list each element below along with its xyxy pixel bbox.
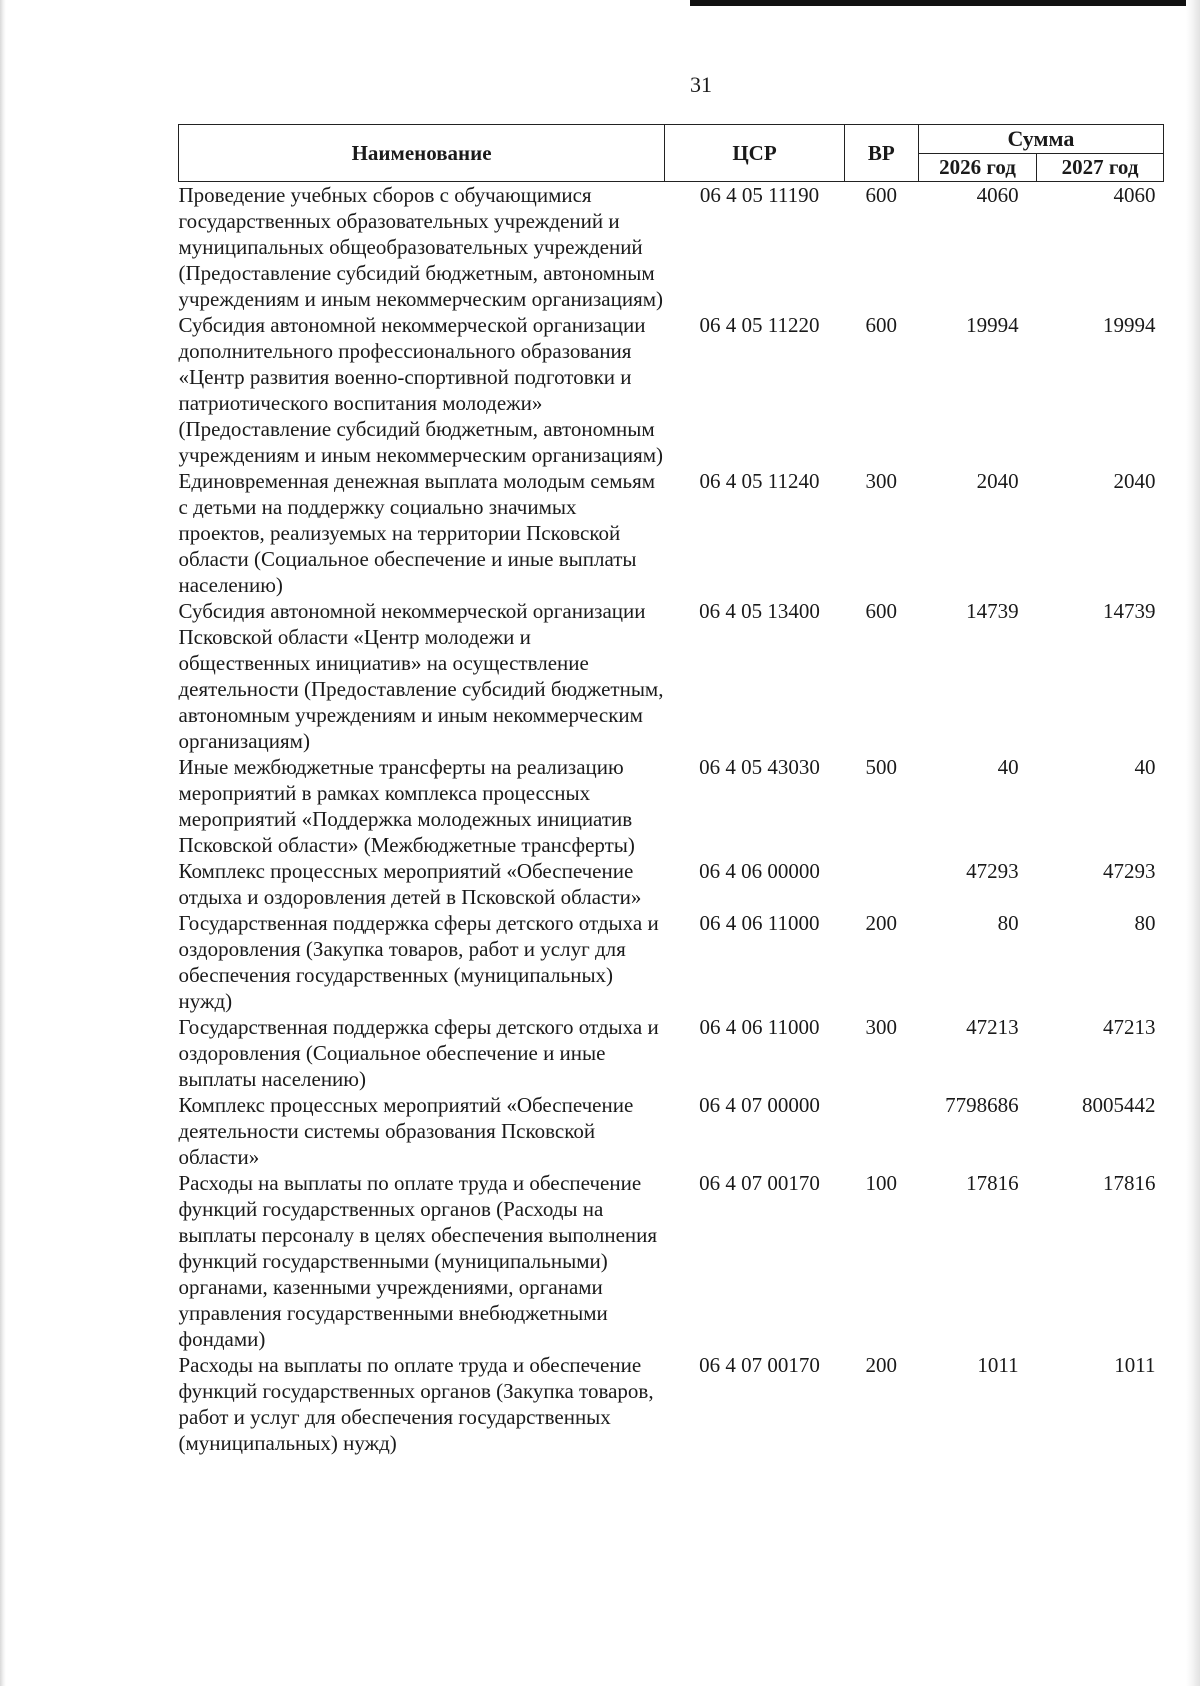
- row-sum-2027: 8005442: [1082, 1093, 1156, 1117]
- row-csr: 06 4 05 11240: [699, 469, 820, 493]
- row-sum-2026: 7798686: [945, 1093, 1019, 1117]
- row-sum-2027: 14739: [1103, 599, 1156, 623]
- table-row: [179, 468, 1164, 598]
- table-row: [179, 1352, 1164, 1456]
- row-vr: [844, 858, 918, 910]
- row-vr: 200: [865, 911, 898, 935]
- scan-edge-left: [0, 0, 6, 1686]
- budget-table: [178, 124, 1164, 1456]
- row-csr: 06 4 07 00000: [699, 1093, 820, 1117]
- row-csr: 06 4 06 00000: [699, 859, 820, 883]
- row-sum-2027: 80: [1134, 911, 1156, 935]
- row-sum-2026: 19994: [966, 313, 1019, 337]
- scan-edge-top: [690, 0, 1200, 6]
- row-sum-2027: 2040: [1113, 469, 1156, 493]
- row-csr: 06 4 06 11000: [699, 911, 820, 935]
- row-sum-2027: 1011: [1114, 1353, 1156, 1377]
- row-sum-2026: 40: [997, 755, 1019, 779]
- page-number: 31: [690, 72, 712, 97]
- header-csr: ЦСР: [665, 125, 845, 182]
- table-row: [179, 312, 1164, 468]
- row-sum-2027: 47213: [1103, 1015, 1156, 1039]
- row-name: Государственная поддержка сферы детского отдыха и оздоровления (Закупка товаров, работ и услуг для обеспечения государственных (муниципальных) нужд): [178, 911, 659, 1013]
- row-name: Государственная поддержка сферы детского отдыха и оздоровления (Социальное обеспечение и иные выплаты населению): [178, 1015, 659, 1091]
- row-vr: 500: [865, 755, 898, 779]
- row-name: Комплекс процессных мероприятий «Обеспечение деятельности системы образования Псковской области»: [178, 1093, 634, 1169]
- header-name: Наименование: [179, 125, 665, 182]
- table-row: [179, 598, 1164, 754]
- row-sum-2026: 80: [997, 911, 1019, 935]
- row-sum-2027: 19994: [1103, 313, 1156, 337]
- table-row: [179, 1014, 1164, 1092]
- row-vr: 300: [865, 469, 898, 493]
- header-year-2026: 2026 год: [918, 153, 1036, 182]
- row-sum-2026: 2040: [976, 469, 1019, 493]
- row-vr: 600: [865, 599, 898, 623]
- row-csr: 06 4 07 00170: [699, 1353, 820, 1377]
- header-sum: Сумма: [918, 125, 1163, 154]
- row-name: Расходы на выплаты по оплате труда и обеспечение функций государственных органов (Расходы на выплаты персоналу в целях обеспечения выполнения функций государственными (муниципальными) органами, казенными учреждениями, органами управления государственными внебюджетными фондами): [178, 1171, 658, 1351]
- row-csr: 06 4 05 43030: [699, 755, 820, 779]
- row-sum-2027: 47293: [1103, 859, 1156, 883]
- table-row: [179, 182, 1164, 313]
- row-sum-2026: 47293: [966, 859, 1019, 883]
- row-sum-2026: 4060: [976, 183, 1019, 207]
- row-vr: 600: [865, 183, 898, 207]
- row-csr: 06 4 07 00170: [699, 1171, 820, 1195]
- row-name: Расходы на выплаты по оплате труда и обеспечение функций государственных органов (Закупка товаров, работ и услуг для обеспечения государственных (муниципальных) нужд): [178, 1353, 654, 1455]
- row-vr: 100: [865, 1171, 898, 1195]
- table-row: [179, 910, 1164, 1014]
- table-row: [179, 858, 1164, 910]
- table-row: [179, 754, 1164, 858]
- header-vr: ВР: [844, 125, 918, 182]
- table-row: [179, 1092, 1164, 1170]
- row-vr: 200: [865, 1353, 898, 1377]
- row-sum-2026: 17816: [966, 1171, 1019, 1195]
- row-name: Проведение учебных сборов с обучающимися государственных образовательных учреждений и муниципальных общеобразовательных учреждений (Предоставление субсидий бюджетным, автономным учреждениям и иным некоммерческим организациям): [178, 183, 664, 311]
- row-vr: 600: [865, 313, 898, 337]
- row-sum-2027: 4060: [1113, 183, 1156, 207]
- row-name: Иные межбюджетные трансферты на реализацию мероприятий в рамках комплекса процессных мероприятий «Поддержка молодежных инициатив Псковской области» (Межбюджетные трансферты): [178, 755, 635, 857]
- row-csr: 06 4 05 11220: [699, 313, 820, 337]
- row-csr: 06 4 05 11190: [699, 183, 820, 207]
- row-sum-2026: 1011: [977, 1353, 1019, 1377]
- row-csr: 06 4 06 11000: [699, 1015, 820, 1039]
- row-sum-2026: 14739: [966, 599, 1019, 623]
- row-vr: [844, 1092, 918, 1170]
- row-vr: 300: [865, 1015, 898, 1039]
- table-header: [179, 125, 1164, 182]
- header-year-2027: 2027 год: [1037, 153, 1164, 182]
- row-name: Комплекс процессных мероприятий «Обеспечение отдыха и оздоровления детей в Псковской области»: [178, 859, 642, 909]
- row-sum-2027: 40: [1134, 755, 1156, 779]
- row-name: Субсидия автономной некоммерческой организации Псковской области «Центр молодежи и общественных инициатив» на осуществление деятельности (Предоставление субсидий бюджетным, автономным учреждениям и иным некоммерческим организациям): [178, 599, 664, 753]
- row-csr: 06 4 05 13400: [699, 599, 820, 623]
- table-body: [179, 182, 1164, 1457]
- row-name: Единовременная денежная выплата молодым семьям с детьми на поддержку социально значимых проектов, реализуемых на территории Псковской области (Социальное обеспечение и иные выплаты населению): [178, 469, 656, 597]
- row-sum-2027: 17816: [1103, 1171, 1156, 1195]
- table-row: [179, 1170, 1164, 1352]
- row-name: Субсидия автономной некоммерческой организации дополнительного профессионального образования «Центр развития военно-спортивной подготовки и патриотического воспитания молодежи» (Предоставление субсидий бюджетным, автономным учреждениям и иным некоммерческим организациям): [178, 313, 664, 467]
- row-sum-2026: 47213: [966, 1015, 1019, 1039]
- scan-edge-right: [1186, 0, 1200, 1686]
